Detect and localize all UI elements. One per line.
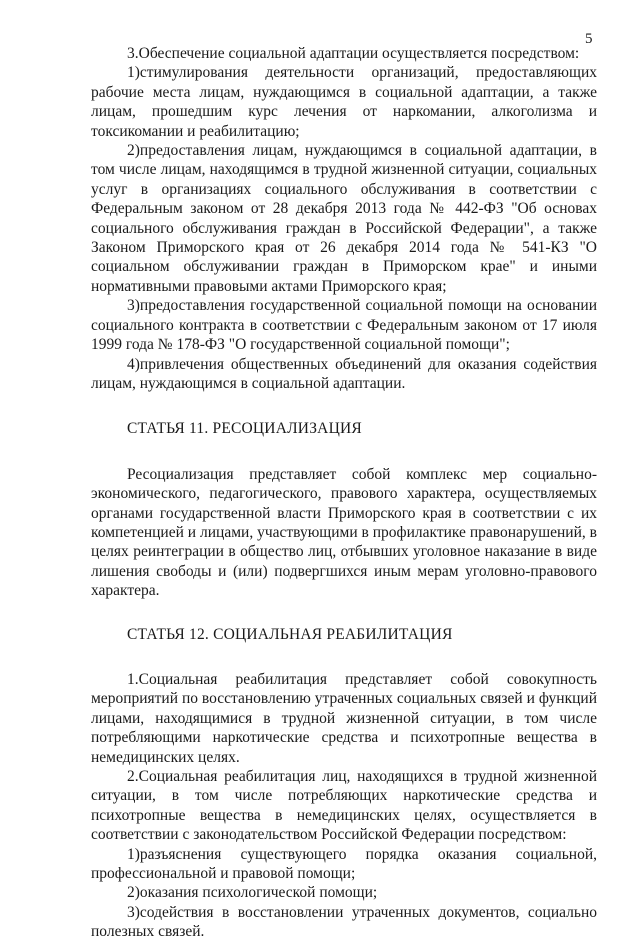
list-item: 3)предоставления государственной социальной помощи на основании социального контракта в соответствии с Федеральным законом от 17 июля 1999 года № 178-ФЗ "О государственной социальной помощи";: [91, 297, 597, 354]
list-item: 3)содействия в восстановлении утраченных документов, социально полезных связей.: [91, 903, 597, 941]
list-item: 1)стимулирования деятельности организаций, предоставляющих рабочие места лицам, нуждающимся в социальной адаптации, а также лицам, прошедшим курс лечения от наркомании, алкоголизма и токсикомании и реабилитацию;: [91, 64, 597, 140]
page-number: 5: [585, 31, 593, 47]
paragraph: 2.Социальная реабилитация лиц, находящихся в трудной жизненной ситуации, в том числе потребляющих наркотические средства и психотропные вещества в немедицинских целях, осуществляется в соответствии с законодательством Российской Федерации посредством:: [91, 768, 597, 844]
article-12-heading: СТАТЬЯ 12. СОЦИАЛЬНАЯ РЕАБИЛИТАЦИЯ: [127, 625, 453, 643]
paragraph: 3.Обеспечение социальной адаптации осуществляется посредством:: [127, 45, 580, 62]
list-item: 1)разъяснения существующего порядка оказания социальной, профессиональной и правовой помощи;: [91, 845, 597, 883]
list-item: 4)привлечения общественных объединений для оказания содействия лицам, нуждающимся в социальной адаптации.: [91, 355, 597, 392]
article-11-heading: СТАТЬЯ 11. РЕСОЦИАЛИЗАЦИЯ: [127, 420, 362, 438]
paragraph: 1.Социальная реабилитация представляет собой совокупность мероприятий по восстановлению утраченных социальных связей и функций лицами, находящимися в трудной жизненной ситуации, в том числе потребляющими наркотические средства и психотропные вещества в немедицинских целях.: [91, 670, 597, 766]
paragraph: Ресоциализация представляет собой комплекс мер социально-экономического, педагогического, правового характера, осуществляемых органами государственной власти Приморского края в соответствии с их компетенцией и лицами, участвующими в профилактике правонарушений, в целях реинтеграции в общество лиц, отбывших уголовное наказание в виде лишения свободы и (или) подвергшихся иным мерам уголовно-правового характера.: [91, 465, 597, 600]
list-item: 2)оказания психологической помощи;: [127, 884, 378, 902]
document-body: [91, 44, 597, 942]
list-item: 2)предоставления лицам, нуждающимся в социальной адаптации, в том числе лицам, находящимся в трудной жизненной ситуации, социальных услуг в организациях социального обслуживания в соответствии с Федеральным законом от 28 декабря 2013 года № 442-ФЗ "Об основах социального обслуживания граждан в Российской Федерации", а также Законом Приморского края от 26 декабря 2014 года № 541-КЗ "О социальном обслуживании граждан в Приморском крае" и иными нормативными правовыми актами Приморского края;: [91, 142, 597, 295]
